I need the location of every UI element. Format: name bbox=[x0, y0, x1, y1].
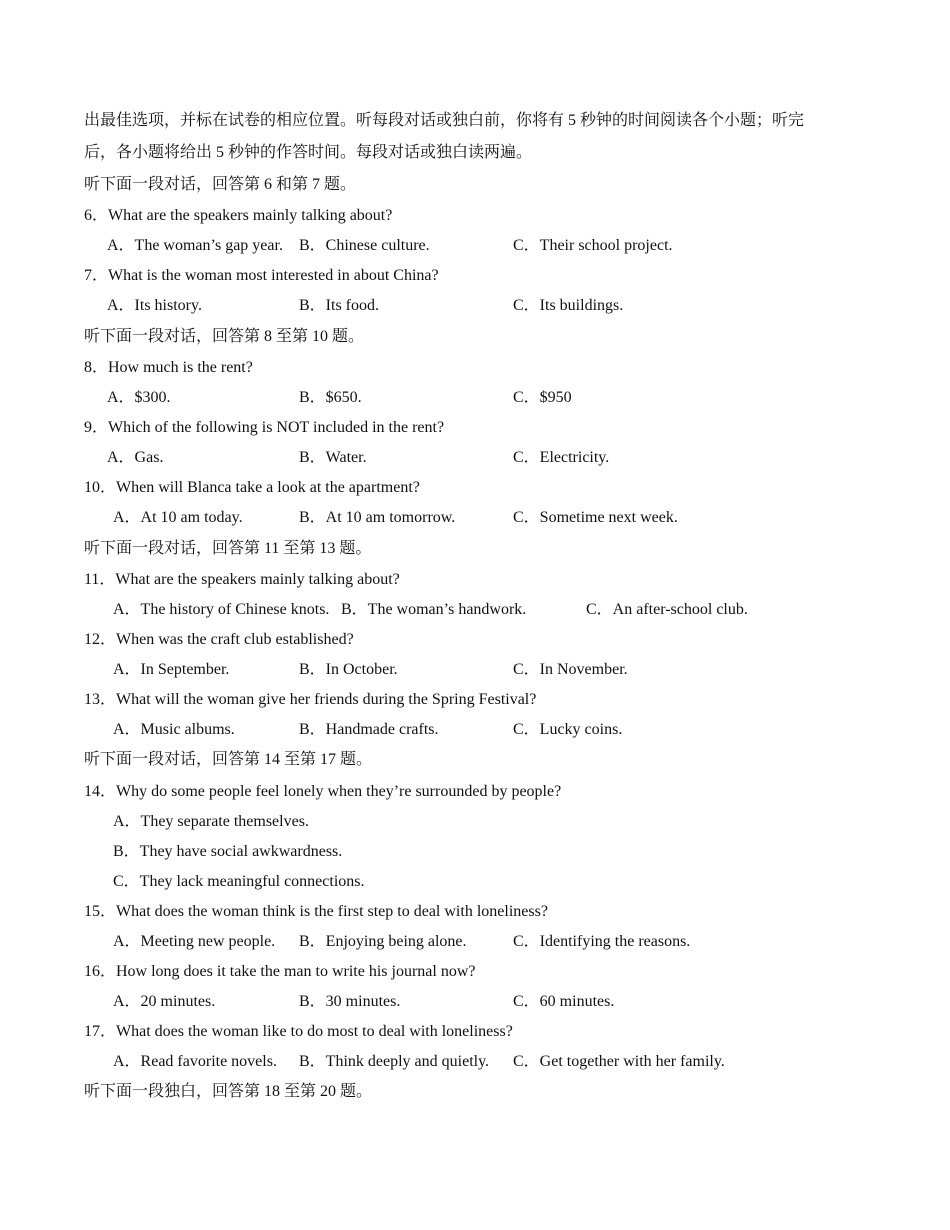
question-6-stem: 6．What are the speakers mainly talking about? bbox=[84, 207, 393, 224]
question-16-option-b: B．30 minutes. bbox=[299, 993, 401, 1010]
question-15-option-b: B．Enjoying being alone. bbox=[299, 933, 467, 950]
question-7-option-c: C．Its buildings. bbox=[513, 297, 624, 314]
question-13-option-b: B．Handmade crafts. bbox=[299, 721, 439, 738]
question-15-option-c: C．Identifying the reasons. bbox=[513, 933, 691, 950]
question-15-stem: 15．What does the woman think is the first step to deal with loneliness? bbox=[84, 903, 548, 920]
question-13-option-a: A．Music albums. bbox=[113, 721, 235, 738]
question-13-stem: 13．What will the woman give her friends during the Spring Festival? bbox=[84, 691, 537, 708]
question-17-option-a: A．Read favorite novels. bbox=[113, 1053, 277, 1070]
question-12-option-c: C．In November. bbox=[513, 661, 628, 678]
question-9-option-c: C．Electricity. bbox=[513, 449, 610, 466]
section-heading-11-13: 听下面一段对话，回答第 11 至第 13 题。 bbox=[84, 540, 372, 557]
question-12-option-b: B．In October. bbox=[299, 661, 398, 678]
question-6-option-b: B．Chinese culture. bbox=[299, 237, 430, 254]
question-17-option-c: C．Get together with her family. bbox=[513, 1053, 725, 1070]
question-14-option-b: B．They have social awkwardness. bbox=[113, 843, 343, 860]
section-heading-18-20: 听下面一段独白，回答第 18 至第 20 题。 bbox=[84, 1083, 373, 1100]
question-7-stem: 7．What is the woman most interested in about China? bbox=[84, 267, 439, 284]
question-8-option-c: C．$950 bbox=[513, 389, 572, 406]
question-8-stem: 8．How much is the rent? bbox=[84, 359, 253, 376]
question-17-stem: 17．What does the woman like to do most to deal with loneliness? bbox=[84, 1023, 513, 1040]
question-13-option-c: C．Lucky coins. bbox=[513, 721, 623, 738]
question-10-option-c: C．Sometime next week. bbox=[513, 509, 678, 526]
intro-line-2: 后，各小题将给出 5 秒钟的作答时间。每段对话或独白读两遍。 bbox=[84, 144, 533, 161]
question-16-option-a: A．20 minutes. bbox=[113, 993, 216, 1010]
question-14-stem: 14．Why do some people feel lonely when they’re surrounded by people? bbox=[84, 783, 562, 800]
section-heading-14-17: 听下面一段对话，回答第 14 至第 17 题。 bbox=[84, 751, 373, 768]
question-11-option-b: B．The woman’s handwork. bbox=[341, 601, 527, 618]
section-heading-6-7: 听下面一段对话，回答第 6 和第 7 题。 bbox=[84, 176, 357, 193]
question-10-stem: 10．When will Blanca take a look at the apartment? bbox=[84, 479, 420, 496]
question-14-option-a: A．They separate themselves. bbox=[113, 813, 309, 830]
question-8-option-b: B．$650. bbox=[299, 389, 362, 406]
question-11-stem: 11．What are the speakers mainly talking about? bbox=[84, 571, 400, 588]
question-10-option-b: B．At 10 am tomorrow. bbox=[299, 509, 456, 526]
question-16-stem: 16．How long does it take the man to write his journal now? bbox=[84, 963, 476, 980]
section-heading-8-10: 听下面一段对话，回答第 8 至第 10 题。 bbox=[84, 328, 365, 345]
intro-line-1: 出最佳选项，并标在试卷的相应位置。听每段对话或独白前，你将有 5 秒钟的时间阅读各个小题；听完 bbox=[84, 112, 805, 129]
question-14-option-c: C．They lack meaningful connections. bbox=[113, 873, 365, 890]
question-10-option-a: A．At 10 am today. bbox=[113, 509, 243, 526]
question-12-option-a: A．In September. bbox=[113, 661, 230, 678]
question-11-option-c: C．An after-school club. bbox=[586, 601, 748, 618]
question-6-option-c: C．Their school project. bbox=[513, 237, 673, 254]
question-12-stem: 12．When was the craft club established? bbox=[84, 631, 354, 648]
question-7-option-a: A．Its history. bbox=[107, 297, 202, 314]
question-8-option-a: A．$300. bbox=[107, 389, 171, 406]
question-6-option-a: A．The woman’s gap year. bbox=[107, 237, 283, 254]
question-16-option-c: C．60 minutes. bbox=[513, 993, 615, 1010]
question-9-stem: 9．Which of the following is NOT included in the rent? bbox=[84, 419, 445, 436]
question-17-option-b: B．Think deeply and quietly. bbox=[299, 1053, 490, 1070]
question-7-option-b: B．Its food. bbox=[299, 297, 380, 314]
question-9-option-a: A．Gas. bbox=[107, 449, 164, 466]
question-9-option-b: B．Water. bbox=[299, 449, 367, 466]
question-15-option-a: A．Meeting new people. bbox=[113, 933, 276, 950]
question-11-option-a: A．The history of Chinese knots. bbox=[113, 601, 330, 618]
